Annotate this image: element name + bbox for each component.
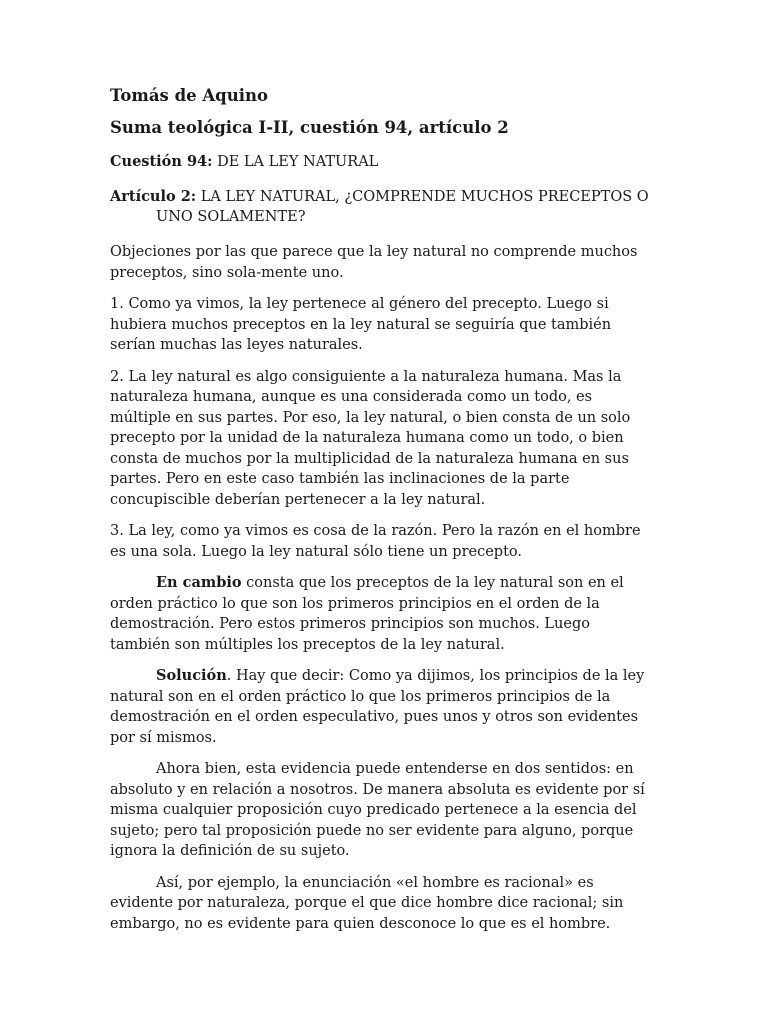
document-body xyxy=(110,84,650,945)
sed-contra-lead: En cambio xyxy=(156,574,242,591)
question-label: Cuestión 94: xyxy=(110,153,213,170)
question-heading xyxy=(110,152,650,172)
objection-1: 1. Como ya vimos, la ley pertenece al género del precepto. Luego si hubiera muchos preceptos en la ley natural se seguiría que también serían muchas las leyes naturales. xyxy=(110,296,612,353)
article-text: LA LEY NATURAL, ¿COMPRENDE MUCHOS PRECEPTOS O UNO SOLAMENTE? xyxy=(156,189,649,225)
objection-2: 2. La ley natural es algo consiguiente a la naturaleza humana. Mas la naturaleza humana, aunque es una considerada como un todo, es múltiple en sus partes. Por eso, la ley natural, o bien consta de un solo precepto por la unidad de la naturaleza humana como un todo, o bien consta de muchos por la multiplicidad de la naturaleza humana en sus partes. Pero en este caso también las inclinaciones de la parte concupiscible deberían pertenecer a la ley natural. xyxy=(110,368,631,508)
sed-contra-paragraph xyxy=(110,573,650,655)
work-title: Suma teológica I-II, cuestión 94, artículo 2 xyxy=(110,118,509,137)
solution-text: . Hay que decir: Como ya dijimos, los principios de la ley natural son en el orden práctico lo que los primeros principios de la demostración en el orden especulativo, pues unos y otros son evidentes por sí mismos. xyxy=(110,668,645,746)
paragraph-asi: Así, por ejemplo, la enunciación «el hombre es racional» es evidente por naturaleza, porque el que dice hombre dice racional; sin embargo, no es evidente para quien desconoce lo que es el hombre. xyxy=(110,874,624,932)
sed-contra-text: consta que los preceptos de la ley natural son en el orden práctico lo que son los primeros principios en el orden de la demostración. Pero estos primeros principios son muchos. Luego también son múltiples los preceptos de la ley natural. xyxy=(110,575,624,653)
author-heading: Tomás de Aquino xyxy=(110,86,268,105)
article-heading xyxy=(110,187,650,227)
objection-3: 3. La ley, como ya vimos es cosa de la razón. Pero la razón en el hombre es una sola. Luego la ley natural sólo tiene un precepto. xyxy=(110,523,641,560)
solution-paragraph xyxy=(110,666,650,748)
paragraph-ahora-bien: Ahora bien, esta evidencia puede entenderse en dos sentidos: en absoluto y en relación a nosotros. De manera absoluta es evidente por sí misma cualquier proposición cuyo predicado pertenece a la esencia del sujeto; pero tal proposición puede no ser evidente para alguno, porque ignora la definición de su sujeto. xyxy=(110,761,645,859)
solution-lead: Solución xyxy=(156,667,227,684)
question-text: DE LA LEY NATURAL xyxy=(212,154,379,170)
article-label: Artículo 2: xyxy=(110,188,197,205)
objections-intro: Objeciones por las que parece que la ley natural no comprende muchos preceptos, sino sola-mente uno. xyxy=(110,244,638,281)
